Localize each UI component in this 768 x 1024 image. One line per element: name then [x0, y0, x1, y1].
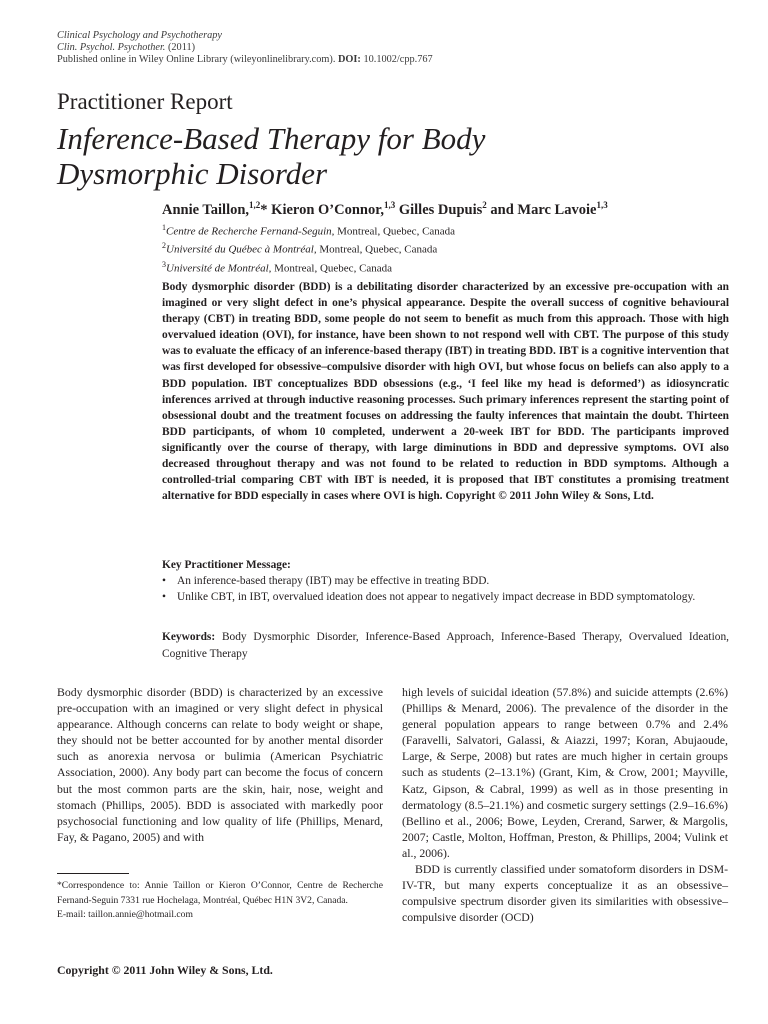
journal-name: Clinical Psychology and Psychotherapy: [57, 30, 222, 41]
copyright-notice: Copyright © 2011 John Wiley & Sons, Ltd.: [57, 963, 273, 977]
body-paragraph: high levels of suicidal ideation (57.8%) and suicide attempts (2.6%) (Phillips & Menard, 2006). The prevalence of the disorder in the general population appears to range between 0.7% and 2.4% (Faravelli, Salvatori, Galassi, & Aiazzi, 1997; Koran, Abujaoude, Large, & Serpe, 2008) but rates are much higher in certain groups such as students (2–13.1%) (Grant, Kim, & Crow, 2001; Mayville, Katz, Gipson, & Cabral, 1999) as well as in those presenting in dermatology (8.5–21.1%) and cosmetic surgery settings (2.9–16.6%) (Bellino et al., 2006; Bowe, Leyden, Crerand, Sarwer, & Margolis, 2007; Castle, Molton, Hoffman, Preston, & Phillips, 2004; Vulink et al., 2006).: [402, 685, 728, 860]
author-affiliation-mark: 1,2: [249, 200, 261, 210]
publication-line: [57, 54, 433, 66]
keywords-label: Keywords:: [162, 631, 216, 643]
keywords: [162, 629, 729, 663]
author-affiliation-mark: 1,3: [596, 200, 608, 210]
bullet-icon: •: [162, 591, 166, 603]
author-affiliation-mark: 2: [482, 200, 487, 210]
citation-year: (2011): [167, 42, 196, 53]
key-message-item: [162, 573, 729, 589]
affiliation-number: 1: [162, 223, 166, 232]
published-online-text: Published online in Wiley Online Library (wileyonlinelibrary.com).: [57, 54, 338, 65]
body-paragraph: BDD is currently classified under somatoform disorders in DSM-IV-TR, but many experts conceptualize it as an obsessive–compulsive spectrum disorder given its similarities with obsessive–compulsive disorder (OCD): [402, 862, 728, 925]
affiliation-place: Montreal, Quebec, Canada: [316, 244, 438, 257]
affiliation-institution: Centre de Recherche Fernand-Seguin,: [166, 225, 335, 238]
key-message-title: Key Practitioner Message:: [162, 559, 291, 571]
footnote-divider: [57, 873, 129, 874]
key-message-item: [162, 589, 729, 605]
author-affiliation-mark: 1,3: [383, 200, 396, 210]
body-column-left: [57, 684, 383, 845]
journal-header: [57, 30, 433, 66]
affiliation: [162, 221, 455, 239]
correspondence-email: E-mail: taillon.annie@hotmail.com: [57, 909, 193, 921]
author-list: [162, 200, 608, 219]
abstract: Body dysmorphic disorder (BDD) is a debilitating disorder characterized by an excessive pre-occupation with an imagined or very slight defect in one’s physical appearance. Despite the overall success of cognitive behavioural therapy (CBT) in treating BDD, some people do not seem to benefit as much from this approach. Those with high overvalued ideation (OVI), for instance, have been shown to not respond well with CBT. The purpose of this study was to evaluate the efficacy of an inference-based therapy (IBT) in treating BDD. IBT is a cognitive intervention that was first developed for obsessive–compulsive disorder with high OVI, but whose focus on beliefs can also apply to a BDD population. IBT conceptualizes BDD obsessions (e.g., ‘I feel like my head is deformed’) as idiosyncratic inferences arrived at through inductive reasoning processes. Such primary inferences represent the starting point of obsessional doubt and the treatment focuses on addressing the faulty inferences that maintain the doubt. Thirteen BDD participants, of whom 10 completed, underwent a 20-week IBT for BDD. The participants improved significantly over the course of therapy, with large diminutions in BDD and depressive symptoms. OVI also decreased throughout therapy and was not found to be related to reduction in BDD symptoms. Although a controlled-trial comparing CBT with IBT is needed, it is proposed that IBT constitutes a promising treatment alternative for BDD especially in cases where OVI is high. Copyright © 2011 John Wiley & Sons, Ltd.: [162, 281, 729, 503]
journal-citation: [57, 42, 433, 54]
affiliation-institution: Université de Montréal,: [166, 262, 272, 275]
doi-label: DOI:: [337, 54, 361, 65]
affiliation-number: 2: [162, 241, 166, 251]
affiliation-place: Montreal, Quebec, Canada: [334, 225, 456, 238]
key-practitioner-message: [162, 557, 729, 605]
affiliation-place: Montreal, Quebec, Canada: [271, 262, 393, 275]
title-line-2: Dysmorphic Disorder: [57, 156, 328, 191]
key-message-text: An inference-based therapy (IBT) may be effective in treating BDD.: [177, 575, 490, 587]
citation-abbrev: Clin. Psychol. Psychother.: [57, 42, 166, 53]
author-separator: *: [260, 201, 272, 218]
author-name: Marc Lavoie: [517, 201, 597, 218]
title-line-1: Inference-Based Therapy for Body: [57, 121, 486, 156]
correspondence-text: *Correspondence to: Annie Taillon or Kieron O’Connor, Centre de Recherche Fernand-Seguin 7331 rue Hochelaga, Montréal, Québec H1N 3V2, Canada.: [57, 880, 383, 906]
author-name: Annie Taillon,: [162, 201, 250, 218]
affiliation: [162, 239, 455, 257]
affiliation-institution: Université du Québec à Montréal,: [166, 244, 317, 257]
body-paragraph: Body dysmorphic disorder (BDD) is characterized by an excessive pre-occupation with an imagined or very slight defect in physical appearance. Although concerns can relate to body weight or shape, they should not be better accounted for by another mental disorder such as anorexia nervosa or bulimia (American Psychiatric Association, 2000). Any body part can become the focus of concern but the most common parts are the skin, hair, nose, weight and stomach (Phillips, 2005). BDD is associated with markedly poor psychosocial functioning and low quality of life (Phillips, Menard, Fay, & Pagano, 2005) and with: [57, 685, 383, 844]
doi-value: 10.1002/cpp.767: [360, 54, 433, 65]
bullet-icon: •: [162, 575, 166, 587]
key-message-list: [162, 573, 729, 605]
affiliation-number: 3: [162, 259, 166, 269]
affiliation: [162, 258, 455, 276]
body-column-right: [402, 684, 728, 925]
keywords-text: Body Dysmorphic Disorder, Inference-Based Approach, Inference-Based Therapy, Overvalued Ideation, Cognitive Therapy: [162, 631, 729, 660]
author-name: Kieron O’Connor,: [271, 201, 384, 218]
correspondence-footnote: [57, 879, 383, 923]
key-message-text: Unlike CBT, in IBT, overvalued ideation does not appear to negatively impact decrease in BDD symptomatology.: [177, 591, 696, 603]
affiliation-list: [162, 221, 455, 276]
section-label: Practitioner Report: [57, 89, 233, 114]
author-name: Gilles Dupuis: [398, 201, 483, 218]
article-title: [57, 121, 485, 191]
author-separator: and: [486, 201, 518, 218]
